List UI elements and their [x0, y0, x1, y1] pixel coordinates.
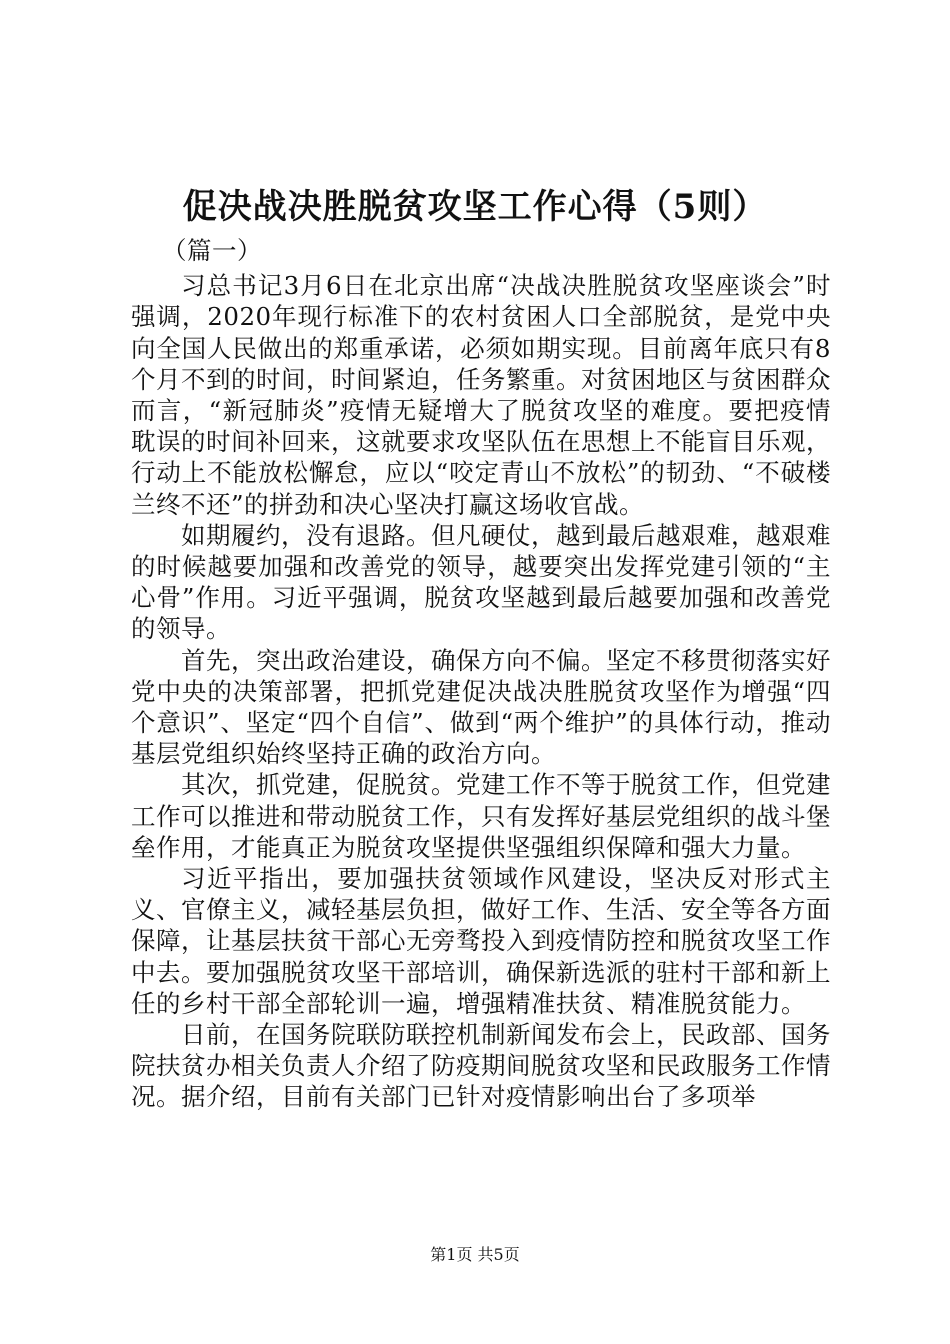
paragraph-3: 首先，突出政治建设，确保方向不偏。坚定不移贯彻落实好党中央的决策部署，把抓党建促决战决胜脱贫攻坚作为增强“四个意识”、坚定“四个自信”、做到“两个维护”的具体行动，推动基层党组织始终坚持正确的政治方向。	[131, 645, 831, 769]
paragraph-6: 日前，在国务院联防联控机制新闻发布会上，民政部、国务院扶贫办相关负责人介绍了防疫期间脱贫攻坚和民政服务工作情况。据介绍，目前有关部门已针对疫情影响出台了多项举	[131, 1020, 831, 1112]
document-title: 促决战决胜脱贫攻坚工作心得（5则）	[182, 187, 768, 227]
page-number: 第1页 共5页	[430, 1245, 520, 1264]
paragraph-2: 如期履约，没有退路。但凡硬仗，越到最后越艰难，越艰难的时候越要加强和改善党的领导，越要突出发挥党建引领的“主心骨”作用。习近平强调，脱贫攻坚越到最后越要加强和改善党的领导。	[131, 520, 831, 644]
section-label: （篇一）	[162, 236, 262, 265]
paragraph-5: 习近平指出，要加强扶贫领域作风建设，坚决反对形式主义、官僚主义，减轻基层负担，做好工作、生活、安全等各方面保障，让基层扶贫干部心无旁骛投入到疫情防控和脱贫攻坚工作中去。要加强脱贫攻坚干部培训，确保新选派的驻村干部和新上任的乡村干部全部轮训一遍，增强精准扶贫、精准脱贫能力。	[131, 864, 831, 1018]
paragraph-1: 习总书记3月6日在北京出席“决战决胜脱贫攻坚座谈会”时强调，2020年现行标准下的农村贫困人口全部脱贫，是党中央向全国人民做出的郑重承诺，必须如期实现。目前离年底只有8个月不到的时间，时间紧迫，任务繁重。对贫困地区与贫困群众而言，“新冠肺炎”疫情无疑增大了脱贫攻坚的难度。要把疫情耽误的时间补回来，这就要求攻坚队伍在思想上不能盲目乐观，行动上不能放松懈怠，应以“咬定青山不放松”的韧劲、“不破楼兰终不还”的拼劲和决心坚决打赢这场收官战。	[131, 271, 831, 519]
paragraph-4: 其次，抓党建，促脱贫。党建工作不等于脱贫工作，但党建工作可以推进和带动脱贫工作，只有发挥好基层党组织的战斗堡垒作用，才能真正为脱贫攻坚提供坚强组织保障和强大力量。	[131, 770, 831, 862]
document-body	[131, 235, 831, 1113]
